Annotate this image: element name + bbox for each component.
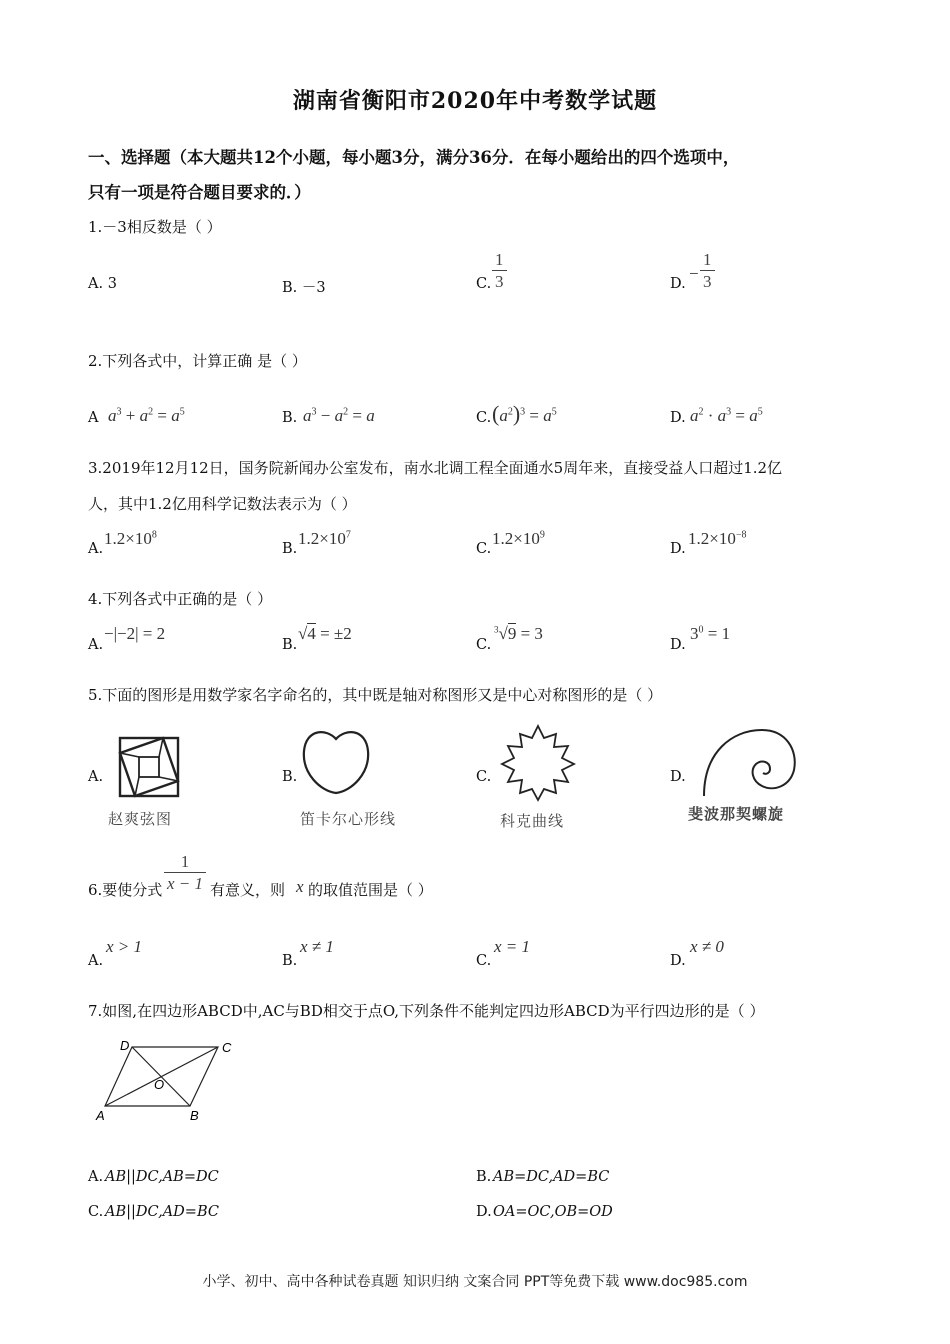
q5-option-d-caption: 斐波那契螺旋 bbox=[688, 805, 785, 823]
question-5-stem: 5.下面的图形是用数学家名字命名的，其中既是轴对称图形又是中心对称图形的是（ ） bbox=[88, 686, 663, 704]
question-3-stem-line1: 3.2019年12月12日，国务院新闻办公室发布，南水北调工程全面通水5周年来，直接受益人口超过1.2亿 bbox=[88, 459, 783, 477]
section-heading-line2: 只有一项是符合题目要求的．） bbox=[88, 183, 311, 202]
q6-option-d-label: D. bbox=[670, 953, 686, 969]
fraction-numerator: 1 bbox=[703, 250, 712, 269]
q1-option-d-label: D. bbox=[670, 276, 686, 292]
q7-option-b-text: AB=DC,AD=BC bbox=[493, 1169, 610, 1185]
q4-option-a-label: A. bbox=[88, 637, 104, 653]
q1-option-b: B. －3 bbox=[282, 280, 326, 296]
section-heading-line1: 一、选择题（本大题共12个小题，每小题3分，满分36分．在每小题给出的四个选项中， bbox=[88, 148, 740, 167]
q7-option-c-label: C. bbox=[88, 1204, 104, 1220]
question-2-stem: 2.下列各式中，计算正确 是（ ） bbox=[88, 352, 307, 370]
q3-option-d-label: D. bbox=[670, 541, 686, 557]
q1-option-c-fraction bbox=[492, 250, 507, 293]
q5-option-c-caption: 科克曲线 bbox=[500, 812, 565, 830]
q2-option-c-math: $(a^2)^3 = a^5$ bbox=[492, 401, 557, 426]
q6-option-d-math: x ≠ 0 bbox=[690, 937, 724, 956]
vertex-label-d: D bbox=[120, 1038, 130, 1053]
vertex-label-b: B bbox=[190, 1108, 199, 1123]
q3-option-b-math: $1.2\times 10^7$ bbox=[298, 529, 351, 548]
q4-option-a-math: −|−2| = 2 bbox=[104, 624, 166, 643]
q3-option-a-math: $1.2\times 10^8$ bbox=[104, 529, 157, 548]
q4-option-d-label: D. bbox=[670, 637, 686, 653]
question-7-stem: 7.如图,在四边形ABCD中,AC与BD相交于点O,下列条件不能判定四边形ABCD为平行四边形的是（ ） bbox=[88, 1002, 765, 1020]
q7-option-a-text: AB||DC,AB=DC bbox=[105, 1169, 219, 1185]
question-6-stem-pre: 6.要使分式 bbox=[88, 881, 163, 899]
q6-option-a-label: A. bbox=[88, 953, 104, 969]
q1-option-d-sign: − bbox=[689, 264, 699, 283]
q3-option-b-label: B. bbox=[282, 541, 298, 557]
q1-option-d-fraction bbox=[700, 250, 715, 293]
fraction-numerator: 1 bbox=[495, 250, 504, 269]
q7-option-d-text: OA=OC,OB=OD bbox=[493, 1204, 613, 1220]
page-title: 湖南省衡阳市2020年中考数学试题 bbox=[292, 88, 658, 114]
q1-option-c-label: C. bbox=[476, 276, 492, 292]
vertex-label-c: C bbox=[222, 1040, 232, 1055]
q4-option-c-math: $^3$√9 = 3 bbox=[494, 624, 543, 643]
q7-option-b-label: B. bbox=[476, 1169, 492, 1185]
question-6-stem-end: 的取值范围是（ ） bbox=[308, 881, 433, 899]
q5-option-d-label: D. bbox=[670, 769, 686, 785]
q5-option-a-caption: 赵爽弦图 bbox=[108, 810, 173, 828]
koch-snowflake-figure bbox=[500, 724, 576, 802]
question-1-stem: 1.－3相反数是（ ） bbox=[88, 218, 222, 236]
q6-fraction bbox=[164, 852, 206, 895]
fibonacci-spiral-figure bbox=[692, 722, 802, 804]
q2-option-b-label: B. bbox=[282, 410, 298, 426]
q6-option-b-math: x ≠ 1 bbox=[300, 937, 334, 956]
q2-option-b-math: $a^3 - a^2 = a$ bbox=[303, 406, 375, 425]
zhao-shuang-chord-diagram-figure bbox=[117, 735, 183, 801]
q2-option-a-math: $a^3 + a^2 = a^5$ bbox=[108, 406, 185, 425]
q2-option-d-label: D. bbox=[670, 410, 686, 426]
q4-option-b-label: B. bbox=[282, 637, 298, 653]
q4-option-b-math: √4 = ±2 bbox=[298, 624, 352, 643]
q1-option-a: A. 3 bbox=[88, 276, 117, 292]
question-6-stem-post: 有意义，则 bbox=[210, 881, 286, 899]
q6-option-b-label: B. bbox=[282, 953, 298, 969]
q3-option-c-label: C. bbox=[476, 541, 492, 557]
vertex-label-a: A bbox=[96, 1108, 105, 1123]
page-footer: 小学、初中、高中各种试卷真题 知识归纳 文案合同 PPT等免费下载 www.doc985.com bbox=[202, 1274, 748, 1290]
q5-option-b-label: B. bbox=[282, 769, 298, 785]
cardioid-figure bbox=[300, 725, 372, 797]
fraction-denominator: 3 bbox=[492, 270, 507, 293]
q2-option-a-label: A bbox=[88, 410, 99, 426]
fraction-denominator: x − 1 bbox=[164, 872, 206, 895]
q7-option-a-label: A. bbox=[88, 1169, 104, 1185]
vertex-label-o: O bbox=[154, 1077, 165, 1092]
fraction-denominator: 3 bbox=[700, 270, 715, 293]
q5-option-a-label: A. bbox=[88, 769, 104, 785]
q3-option-d-math: $1.2\times 10^{-8}$ bbox=[688, 529, 747, 548]
fraction-numerator: 1 bbox=[180, 852, 190, 871]
parallelogram-abcd-figure bbox=[90, 1036, 250, 1128]
q6-variable: x bbox=[296, 877, 304, 896]
q4-option-d-math: $3^0 = 1$ bbox=[690, 624, 731, 643]
q6-option-c-label: C. bbox=[476, 953, 492, 969]
question-4-stem: 4.下列各式中正确的是（ ） bbox=[88, 590, 273, 608]
q7-option-c-text: AB||DC,AD=BC bbox=[105, 1204, 219, 1220]
q2-option-d-math: $a^2 \cdot a^3 = a^5$ bbox=[690, 406, 763, 425]
q6-option-a-math: x > 1 bbox=[106, 937, 143, 956]
q3-option-c-math: $1.2\times 10^9$ bbox=[492, 529, 545, 548]
q4-option-c-label: C. bbox=[476, 637, 492, 653]
q7-option-d-label: D. bbox=[476, 1204, 492, 1220]
question-3-stem-line2: 人，其中1.2亿用科学记数法表示为（ ） bbox=[88, 495, 357, 513]
q3-option-a-label: A. bbox=[88, 541, 104, 557]
q2-option-c-label: C. bbox=[476, 410, 492, 426]
q5-option-c-label: C. bbox=[476, 769, 492, 785]
q5-option-b-caption: 笛卡尔心形线 bbox=[300, 810, 397, 828]
q6-option-c-math: x = 1 bbox=[494, 937, 531, 956]
